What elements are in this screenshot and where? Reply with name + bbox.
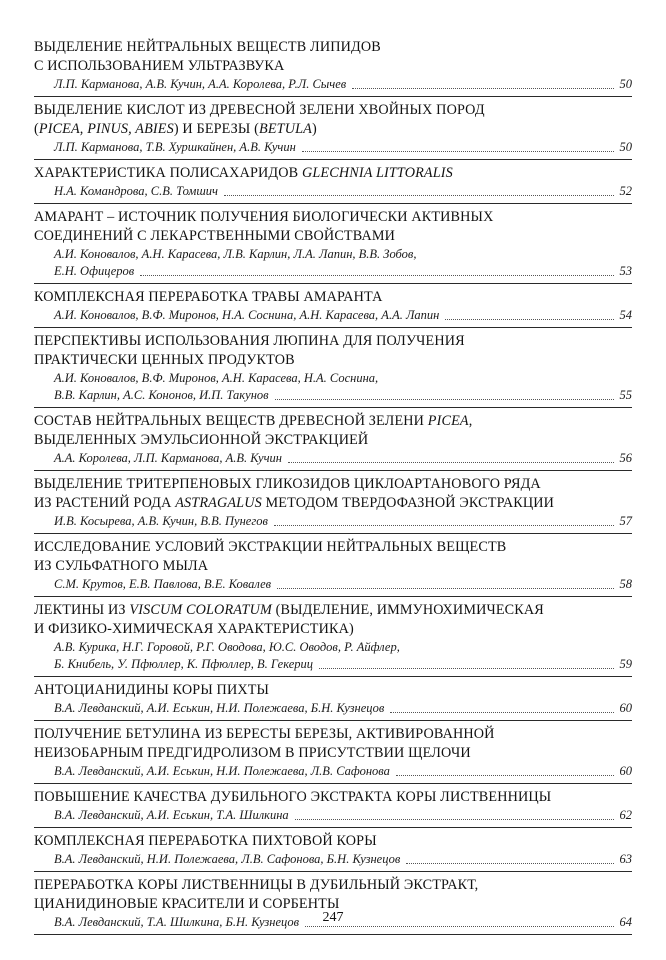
entry-authors-line (34, 700, 632, 717)
entry-title-line: И ФИЗИКО-ХИМИЧЕСКАЯ ХАРАКТЕРИСТИКА) (34, 621, 354, 637)
entry-title-line: ПОЛУЧЕНИЕ БЕТУЛИНА ИЗ БЕРЕСТЫ БЕРЕЗЫ, АКТИВИРОВАННОЙ (34, 726, 495, 742)
toc-entry (34, 475, 632, 534)
entry-page-number: 56 (619, 451, 632, 465)
entry-authors-line (34, 807, 632, 824)
dot-leader (302, 151, 614, 152)
entry-page-number: 63 (619, 852, 632, 866)
entry-page-number: 58 (619, 577, 632, 591)
toc-entry (34, 832, 632, 872)
entry-title-line: ИЗ РАСТЕНИЙ РОДА ASTRAGALUS МЕТОДОМ ТВЕРДОФАЗНОЙ ЭКСТРАКЦИИ (34, 495, 555, 511)
entry-page-number: 53 (619, 264, 632, 278)
entry-page-number: 52 (619, 184, 632, 198)
entry-authors: А.И. Коновалов, В.Ф. Миронов, Н.А. Соснина, А.Н. Карасева, А.А. Лапин (54, 308, 440, 322)
entry-authors: В.А. Левданский, А.И. Еськин, Т.А. Шилкина (54, 808, 289, 822)
entry-page-number: 55 (619, 388, 632, 402)
entry-title-line: НЕИЗОБАРНЫМ ПРЕДГИДРОЛИЗОМ В ПРИСУТСТВИИ ЩЕЛОЧИ (34, 745, 471, 761)
entry-authors-line (34, 263, 632, 280)
entry-title-line: АНТОЦИАНИДИНЫ КОРЫ ПИХТЫ (34, 682, 270, 698)
entry-authors-line (34, 576, 632, 593)
dot-leader (274, 525, 614, 526)
dot-leader (396, 775, 614, 776)
entry-title-line: ВЫДЕЛЕНИЕ НЕЙТРАЛЬНЫХ ВЕЩЕСТВ ЛИПИДОВ (34, 39, 381, 55)
entry-title-line: ПЕРСПЕКТИВЫ ИСПОЛЬЗОВАНИЯ ЛЮПИНА ДЛЯ ПОЛУЧЕНИЯ (34, 333, 465, 349)
entry-title-line: ЛЕКТИНЫ ИЗ VISCUM COLORATUM (ВЫДЕЛЕНИЕ, ИММУНОХИМИЧЕСКАЯ (34, 602, 544, 618)
toc-entry (34, 681, 632, 721)
entry-authors-line (34, 387, 632, 404)
entry-authors: А.А. Королева, Л.П. Карманова, А.В. Кучин (54, 451, 282, 465)
dot-leader (390, 712, 614, 713)
toc-entry (34, 412, 632, 471)
entry-authors: С.М. Крутов, Е.В. Павлова, В.Е. Ковалев (54, 577, 272, 591)
entry-title-line: ВЫДЕЛЕНИЕ КИСЛОТ ИЗ ДРЕВЕСНОЙ ЗЕЛЕНИ ХВОЙНЫХ ПОРОД (34, 102, 485, 118)
toc-entry (34, 538, 632, 597)
entry-authors: Н.А. Командрова, С.В. Томшич (54, 184, 218, 198)
toc-entry (34, 876, 632, 935)
entry-title-line: С ИСПОЛЬЗОВАНИЕМ УЛЬТРАЗВУКА (34, 58, 285, 74)
entry-page-number: 59 (619, 657, 632, 671)
toc-entry (34, 164, 632, 204)
toc-entry (34, 101, 632, 160)
entry-title-line: СОЕДИНЕНИЙ С ЛЕКАРСТВЕННЫМИ СВОЙСТВАМИ (34, 228, 396, 244)
entry-title-line: ПЕРЕРАБОТКА КОРЫ ЛИСТВЕННИЦЫ В ДУБИЛЬНЫЙ ЭКСТРАКТ, (34, 877, 479, 893)
entry-title-line: ПРАКТИЧЕСКИ ЦЕННЫХ ПРОДУКТОВ (34, 352, 295, 368)
dot-leader (295, 819, 614, 820)
entry-authors: В.А. Левданский, А.И. Еськин, Н.И. Полежаева, Л.В. Сафонова (54, 764, 390, 778)
entry-title-line: ИЗ СУЛЬФАТНОГО МЫЛА (34, 558, 209, 574)
entry-authors-line (34, 450, 632, 467)
entry-title-line: ПОВЫШЕНИЕ КАЧЕСТВА ДУБИЛЬНОГО ЭКСТРАКТА КОРЫ ЛИСТВЕННИЦЫ (34, 789, 552, 805)
entry-authors-line (34, 76, 632, 93)
entry-authors: А.И. Коновалов, В.Ф. Миронов, А.Н. Карасева, Н.А. Соснина, (54, 371, 379, 385)
entry-authors: Е.Н. Офицеров (54, 264, 135, 278)
page-number: 247 (322, 910, 344, 925)
entry-title-line: АМАРАНТ – ИСТОЧНИК ПОЛУЧЕНИЯ БИОЛОГИЧЕСКИ АКТИВНЫХ (34, 209, 494, 225)
entry-page-number: 50 (619, 140, 632, 154)
dot-leader (406, 863, 614, 864)
entry-page-number: 64 (619, 915, 632, 929)
entry-title-line: ВЫДЕЛЕНИЕ ТРИТЕРПЕНОВЫХ ГЛИКОЗИДОВ ЦИКЛОАРТАНОВОГО РЯДА (34, 476, 541, 492)
entry-authors: В.А. Левданский, Н.И. Полежаева, Л.В. Сафонова, Б.Н. Кузнецов (54, 852, 401, 866)
entry-authors: А.В. Курика, Н.Г. Горовой, Р.Г. Оводова, Ю.С. Оводов, Р. Айфлер, (54, 640, 400, 654)
entry-title-line: ВЫДЕЛЕННЫХ ЭМУЛЬСИОННОЙ ЭКСТРАКЦИЕЙ (34, 432, 369, 448)
toc-entry (34, 332, 632, 408)
dot-leader (140, 275, 614, 276)
entry-page-number: 60 (619, 701, 632, 715)
entry-page-number: 50 (619, 77, 632, 91)
dot-leader (445, 319, 614, 320)
entry-authors: А.И. Коновалов, А.Н. Карасева, Л.В. Карлин, Л.А. Лапин, В.В. Зобов, (54, 247, 417, 261)
dot-leader (352, 88, 614, 89)
toc-entry (34, 601, 632, 677)
dot-leader (275, 399, 614, 400)
entry-authors: Б. Книбель, У. Пфюллер, К. Пфюллер, В. Гекериц (54, 657, 314, 671)
toc-entry (34, 288, 632, 328)
dot-leader (305, 926, 614, 927)
entry-authors: В.А. Левданский, Т.А. Шилкина, Б.Н. Кузнецов (54, 915, 300, 929)
entry-title-line: ИССЛЕДОВАНИЕ УСЛОВИЙ ЭКСТРАКЦИИ НЕЙТРАЛЬНЫХ ВЕЩЕСТВ (34, 539, 507, 555)
entry-title-line: КОМПЛЕКСНАЯ ПЕРЕРАБОТКА ТРАВЫ АМАРАНТА (34, 289, 383, 305)
dot-leader (224, 195, 614, 196)
toc-entry (34, 725, 632, 784)
entry-authors: Л.П. Карманова, Т.В. Хуршкайнен, А.В. Кучин (54, 140, 296, 154)
entry-page-number: 60 (619, 764, 632, 778)
entry-authors: И.В. Косырева, А.В. Кучин, В.В. Пунегов (54, 514, 268, 528)
entry-authors-line (34, 513, 632, 530)
entry-authors-line (34, 656, 632, 673)
dot-leader (319, 668, 614, 669)
table-of-contents (34, 38, 632, 939)
entry-authors-line (34, 763, 632, 780)
entry-authors-line (34, 139, 632, 156)
toc-entry (34, 208, 632, 284)
entry-page-number: 62 (619, 808, 632, 822)
entry-title-line: (PICEA, PINUS, ABIES) И БЕРЕЗЫ (BETULA) (34, 121, 317, 137)
entry-title-line: ЦИАНИДИНОВЫЕ КРАСИТЕЛИ И СОРБЕНТЫ (34, 896, 340, 912)
entry-title-line: КОМПЛЕКСНАЯ ПЕРЕРАБОТКА ПИХТОВОЙ КОРЫ (34, 833, 377, 849)
entry-page-number: 57 (619, 514, 632, 528)
entry-authors-line (34, 307, 632, 324)
toc-entry (34, 788, 632, 828)
toc-entry (34, 38, 632, 97)
dot-leader (277, 588, 614, 589)
entry-authors-line (34, 851, 632, 868)
entry-authors-line (34, 183, 632, 200)
entry-title-line: ХАРАКТЕРИСТИКА ПОЛИСАХАРИДОВ GLECHNIA LITTORALIS (34, 165, 453, 181)
entry-title-line: СОСТАВ НЕЙТРАЛЬНЫХ ВЕЩЕСТВ ДРЕВЕСНОЙ ЗЕЛЕНИ PICEA, (34, 413, 473, 429)
entry-authors: В.В. Карлин, А.С. Кононов, И.П. Такунов (54, 388, 269, 402)
dot-leader (288, 462, 614, 463)
entry-authors: Л.П. Карманова, А.В. Кучин, А.А. Королева, Р.Л. Сычев (54, 77, 347, 91)
entry-authors: В.А. Левданский, А.И. Еськин, Н.И. Полежаева, Б.Н. Кузнецов (54, 701, 385, 715)
entry-page-number: 54 (619, 308, 632, 322)
